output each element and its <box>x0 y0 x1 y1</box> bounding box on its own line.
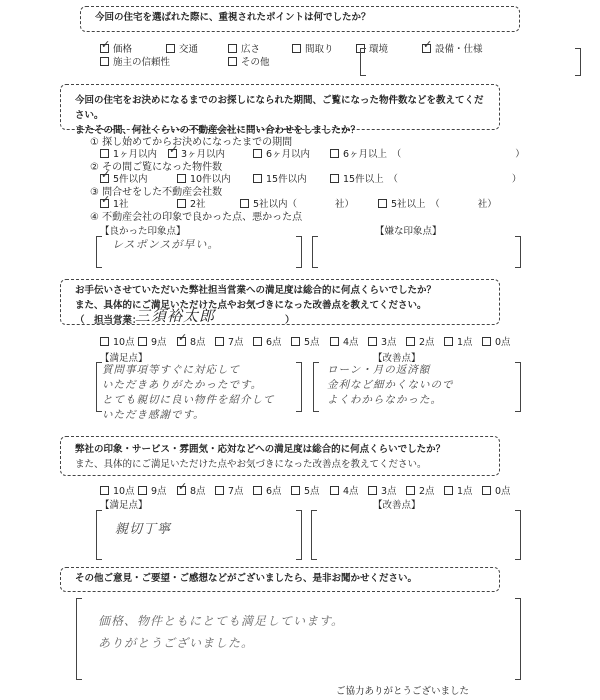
question-5-box <box>60 567 500 592</box>
sales-score-option-label: 5点 <box>304 337 320 348</box>
checkbox-icon[interactable] <box>292 44 301 53</box>
sales-score-option[interactable] <box>291 334 320 348</box>
checkbox-icon[interactable] <box>228 44 237 53</box>
sales-score-option[interactable] <box>177 334 206 348</box>
satisfaction-line: とても親切に良い物件を紹介して <box>102 394 275 406</box>
checkbox-icon[interactable] <box>291 337 300 346</box>
priority-option[interactable] <box>166 41 198 55</box>
agency-count-option-label: 5社以上 （ 社） <box>391 199 497 210</box>
company-score-option-label: 6点 <box>266 486 282 497</box>
company-score-option[interactable] <box>406 483 435 497</box>
question-3-box <box>60 279 500 325</box>
comment-line: ありがとうございました。 <box>98 636 255 650</box>
checkbox-icon[interactable] <box>330 337 339 346</box>
period-option-label: 3ヶ月以内 <box>181 149 226 160</box>
comments-input[interactable] <box>98 610 344 654</box>
question-4-box <box>60 436 500 476</box>
good-impression-label: 【良かった印象点】 <box>100 226 186 237</box>
sales-score-option[interactable] <box>253 334 282 348</box>
sales-score-option-label: 9点 <box>151 337 167 348</box>
checkbox-icon[interactable] <box>240 199 249 208</box>
checkbox-icon[interactable] <box>330 174 339 183</box>
company-score-option[interactable] <box>368 483 397 497</box>
checkbox-icon[interactable] <box>368 486 377 495</box>
question-5-title: その他ご意見・ご要望・ご感想などがございましたら、是非お聞かせください。 <box>75 573 418 584</box>
priority-option-label: 施主の信頼性 <box>113 57 171 68</box>
property-count-option-label: 10件以内 <box>190 174 231 185</box>
company-score-option[interactable] <box>100 483 135 497</box>
sales-score-option[interactable] <box>368 334 397 348</box>
improvement-line: ローン・月の返済額 <box>327 364 431 376</box>
company-score-option[interactable] <box>482 483 511 497</box>
company-score-option[interactable] <box>177 483 206 497</box>
bad-impression-label: 【嫌な印象点】 <box>375 226 442 237</box>
company-score-option[interactable] <box>444 483 473 497</box>
satisfaction-line: いただきありがたかったです。 <box>102 379 263 391</box>
checkbox-icon[interactable] <box>100 149 109 158</box>
checkbox-icon[interactable] <box>100 337 109 346</box>
company-score-option[interactable] <box>253 483 282 497</box>
priority-option[interactable] <box>100 41 132 55</box>
priority-option[interactable] <box>228 41 260 55</box>
checkbox-icon[interactable] <box>330 149 339 158</box>
staff-name[interactable]: 三須裕太郎 <box>135 307 216 325</box>
checked-checkbox-icon[interactable] <box>177 486 186 495</box>
sub-question-2: ② その間ご覧になった物件数 <box>90 162 223 173</box>
checkbox-icon[interactable] <box>100 486 109 495</box>
agency-count-option-label: 2社 <box>190 199 206 210</box>
improvement-line: よくわからなかった。 <box>327 394 442 406</box>
company-score-option-label: 8点 <box>190 486 206 497</box>
period-option-label: 6ヶ月以内 <box>266 149 311 160</box>
priority-option[interactable] <box>100 54 170 68</box>
sales-score-option-label: 0点 <box>495 337 511 348</box>
checked-checkbox-icon[interactable] <box>422 44 431 53</box>
checkbox-icon[interactable] <box>166 44 175 53</box>
company-score-option-label: 10点 <box>113 486 135 497</box>
checkbox-icon[interactable] <box>138 337 147 346</box>
checkbox-icon[interactable] <box>138 486 147 495</box>
company-score-option-label: 0点 <box>495 486 511 497</box>
checkbox-icon[interactable] <box>444 337 453 346</box>
sales-score-option-label: 8点 <box>190 337 206 348</box>
checkbox-icon[interactable] <box>215 486 224 495</box>
period-option-label: 6ヶ月以上 （ ） <box>343 149 525 160</box>
priority-option-label: 価格 <box>113 44 133 55</box>
priority-option-label: 間取り <box>305 44 334 55</box>
sub-question-4: ④ 不動産会社の印象で良かった点、悪かった点 <box>90 212 303 223</box>
company-score-option[interactable] <box>215 483 244 497</box>
property-count-option-label: 15件以上 （ ） <box>343 174 522 185</box>
satisfaction-label: 【満足点】 <box>100 353 148 364</box>
checkbox-icon[interactable] <box>330 486 339 495</box>
checked-checkbox-icon[interactable] <box>100 174 109 183</box>
checkbox-icon[interactable] <box>253 174 262 183</box>
company-score-option-label: 4点 <box>343 486 359 497</box>
checkbox-icon[interactable] <box>253 486 262 495</box>
company-score-option-label: 5点 <box>304 486 320 497</box>
footer-thanks: ご協力ありがとうございました <box>336 686 470 697</box>
checkbox-icon[interactable] <box>215 337 224 346</box>
staff-label: （ 担当営業： <box>75 315 142 326</box>
checkbox-icon[interactable] <box>177 174 186 183</box>
company-score-option-label: 1点 <box>457 486 473 497</box>
property-count-option[interactable] <box>253 171 307 185</box>
other-bracket-left <box>360 48 366 76</box>
property-count-option-label: 15件以内 <box>266 174 307 185</box>
priority-option[interactable] <box>422 41 483 55</box>
question-4-title-line1: 弊社の印象・サービス・雰囲気・応対などへの満足度は総合的に何点くらいでしたか？ <box>75 444 446 455</box>
comment-line: 価格、物件ともにとても満足しています。 <box>98 614 345 628</box>
question-1-title: 今回の住宅を選ばれた際に、重視されたポイントは何でしたか？ <box>95 12 371 23</box>
checkbox-icon[interactable] <box>368 337 377 346</box>
sales-score-option-label: 10点 <box>113 337 135 348</box>
checkbox-icon[interactable] <box>406 486 415 495</box>
agency-count-option-label: 5社以内（ 社） <box>253 199 355 210</box>
company-score-option-label: 2点 <box>419 486 435 497</box>
sub-question-1: ① 探し始めてからお決めになったまでの期間 <box>90 137 293 148</box>
checkbox-icon[interactable] <box>228 57 237 66</box>
question-2-title-line2: またその間、何社くらいの不動産会社に問い合わせをしましたか？ <box>75 125 361 136</box>
company-score-option-label: 3点 <box>381 486 397 497</box>
priority-option[interactable] <box>228 54 270 68</box>
improvement-line: 金利など細かくないので <box>327 379 454 391</box>
sales-score-option[interactable] <box>100 334 135 348</box>
sales-score-option[interactable] <box>215 334 244 348</box>
period-option-label: 1ヶ月以内 <box>113 149 158 160</box>
question-4-title-line2: また、具体的にご満足いただけた点やお気づきになった改善点を教えてください。 <box>75 459 427 470</box>
satisfaction-line: いただき感謝です。 <box>102 409 205 421</box>
company-score-option[interactable] <box>330 483 359 497</box>
checkbox-icon[interactable] <box>253 149 262 158</box>
satisfaction-input-2[interactable]: 親切丁寧 <box>115 522 172 537</box>
checkbox-icon[interactable] <box>100 57 109 66</box>
property-count-option[interactable] <box>330 171 521 185</box>
checkbox-icon[interactable] <box>444 486 453 495</box>
checkbox-icon[interactable] <box>177 199 186 208</box>
agency-count-option[interactable] <box>378 196 497 210</box>
sales-score-option[interactable] <box>330 334 359 348</box>
priority-option-label: 交通 <box>179 44 199 55</box>
checkbox-icon[interactable] <box>482 486 491 495</box>
satisfaction-input[interactable] <box>102 363 275 423</box>
question-2-title-line1: 今回の住宅をお決めになるまでのお探しになられた期間、ご覧になった物件数などを教えてください。 <box>75 95 484 121</box>
question-1-box <box>80 6 520 32</box>
priority-option[interactable] <box>292 41 334 55</box>
question-3-title-line2: また、具体的にご満足いただけた点やお気づきになった改善点を教えてください。 <box>75 300 427 311</box>
sales-score-option-label: 4点 <box>343 337 359 348</box>
checked-checkbox-icon[interactable] <box>177 337 186 346</box>
property-count-option-label: 5件以内 <box>113 174 148 185</box>
improvement-input[interactable] <box>327 363 454 408</box>
checkbox-icon[interactable] <box>291 486 300 495</box>
priority-option-label: その他 <box>241 57 270 68</box>
sales-score-option-label: 7点 <box>228 337 244 348</box>
other-bracket-right <box>575 48 581 76</box>
checked-checkbox-icon[interactable] <box>100 44 109 53</box>
period-option[interactable] <box>253 146 310 160</box>
satisfaction-line: 質問事項等すぐに対応して <box>102 364 240 376</box>
company-score-option[interactable] <box>138 483 167 497</box>
checked-checkbox-icon[interactable] <box>100 199 109 208</box>
period-option[interactable] <box>330 146 525 160</box>
sales-score-option[interactable] <box>138 334 167 348</box>
sales-score-option[interactable] <box>406 334 435 348</box>
sales-score-option[interactable] <box>444 334 473 348</box>
checkbox-icon[interactable] <box>482 337 491 346</box>
improvement-label: 【改善点】 <box>373 353 421 364</box>
good-impression-input[interactable]: レスポンスが早い。 <box>112 238 220 251</box>
satisfaction-label-2: 【満足点】 <box>100 500 148 511</box>
company-score-option-label: 9点 <box>151 486 167 497</box>
sales-score-option-label: 6点 <box>266 337 282 348</box>
priority-option-label: 広さ <box>241 44 261 55</box>
checked-checkbox-icon[interactable] <box>168 149 177 158</box>
checkbox-icon[interactable] <box>406 337 415 346</box>
sales-score-option[interactable] <box>482 334 511 348</box>
sales-score-option-label: 1点 <box>457 337 473 348</box>
checkbox-icon[interactable] <box>378 199 387 208</box>
company-score-option[interactable] <box>291 483 320 497</box>
priority-option-label: 設備・仕様 <box>435 44 483 55</box>
question-3-title-line1: お手伝いさせていただいた弊社担当営業への満足度は総合的に何点くらいでしたか？ <box>75 285 437 296</box>
question-2-box <box>60 84 500 136</box>
company-score-option-label: 7点 <box>228 486 244 497</box>
sales-score-option-label: 3点 <box>381 337 397 348</box>
improvement-label-2: 【改善点】 <box>373 500 421 511</box>
sales-score-option-label: 2点 <box>419 337 435 348</box>
sub-question-3: ③ 問合せをした不動産会社数 <box>90 187 223 198</box>
agency-count-option-label: 1社 <box>113 199 129 210</box>
checkbox-icon[interactable] <box>253 337 262 346</box>
staff-close: ） <box>285 315 295 326</box>
priority-option-label: 環境 <box>369 44 389 55</box>
